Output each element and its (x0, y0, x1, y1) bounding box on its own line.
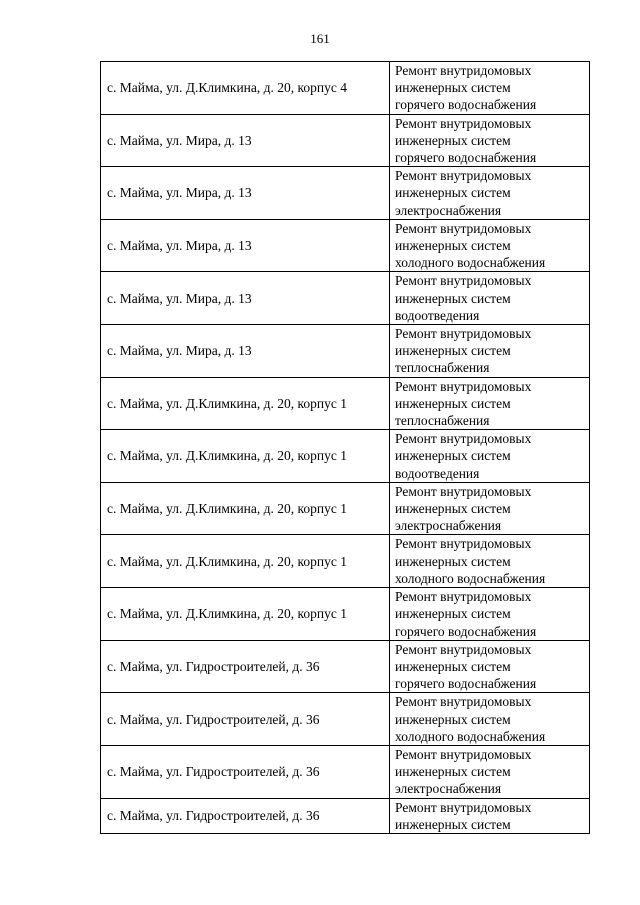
address-cell: с. Майма, ул. Гидростроителей, д. 36 (101, 693, 390, 746)
work-type-line: Ремонт внутридомовых (395, 746, 532, 762)
work-type-line: электроснабжения (395, 518, 502, 534)
work-type-line: инженерных систем (395, 553, 511, 569)
work-type-line: инженерных систем (395, 606, 511, 622)
work-type-line: инженерных систем (395, 132, 511, 148)
work-type-line: холодного водоснабжения (395, 728, 546, 744)
work-type-cell (390, 430, 590, 483)
work-type-line: горячего водоснабжения (395, 623, 537, 639)
work-type-line: теплоснабжения (395, 360, 490, 376)
work-type-line: Ремонт внутридомовых (395, 115, 532, 131)
work-type-line: холодного водоснабжения (395, 570, 546, 586)
work-type-cell (390, 798, 590, 833)
address-cell: с. Майма, ул. Мира, д. 13 (101, 219, 390, 272)
work-type-line: Ремонт внутридомовых (395, 483, 532, 499)
table-row (101, 219, 590, 272)
table-row (101, 588, 590, 641)
work-type-cell (390, 219, 590, 272)
work-type-line: горячего водоснабжения (395, 150, 537, 166)
work-type-cell (390, 325, 590, 378)
work-type-cell (390, 482, 590, 535)
work-type-line: Ремонт внутридомовых (395, 799, 532, 815)
repair-works-table (100, 61, 590, 834)
address-cell: с. Майма, ул. Д.Климкина, д. 20, корпус 1 (101, 482, 390, 535)
work-type-line: инженерных систем (395, 290, 511, 306)
table-row (101, 693, 590, 746)
work-type-line: Ремонт внутридомовых (395, 694, 532, 710)
table-row (101, 325, 590, 378)
work-type-cell (390, 745, 590, 798)
table-row (101, 745, 590, 798)
work-type-line: Ремонт внутридомовых (395, 536, 532, 552)
address-cell: с. Майма, ул. Гидростроителей, д. 36 (101, 640, 390, 693)
address-cell: с. Майма, ул. Мира, д. 13 (101, 272, 390, 325)
work-type-line: Ремонт внутридомовых (395, 273, 532, 289)
work-type-cell (390, 588, 590, 641)
address-cell: с. Майма, ул. Мира, д. 13 (101, 167, 390, 220)
address-cell: с. Майма, ул. Д.Климкина, д. 20, корпус 1 (101, 430, 390, 483)
work-type-cell (390, 693, 590, 746)
table-row (101, 114, 590, 167)
address-cell: с. Майма, ул. Мира, д. 13 (101, 114, 390, 167)
work-type-line: Ремонт внутридомовых (395, 378, 532, 394)
work-type-line: электроснабжения (395, 781, 502, 797)
work-type-line: электроснабжения (395, 202, 502, 218)
address-cell: с. Майма, ул. Д.Климкина, д. 20, корпус 1 (101, 535, 390, 588)
work-type-line: Ремонт внутридомовых (395, 431, 532, 447)
page-number: 161 (310, 31, 330, 46)
work-type-line: теплоснабжения (395, 413, 490, 429)
work-type-line: инженерных систем (395, 185, 511, 201)
work-type-line: инженерных систем (395, 764, 511, 780)
work-type-line: инженерных систем (395, 448, 511, 464)
work-type-line: водоотведения (395, 465, 480, 481)
work-type-line: Ремонт внутридомовых (395, 220, 532, 236)
table-row (101, 535, 590, 588)
work-type-line: инженерных систем (395, 816, 511, 832)
work-type-line: водоотведения (395, 307, 480, 323)
table-row (101, 482, 590, 535)
table-row (101, 640, 590, 693)
work-type-line: Ремонт внутридомовых (395, 63, 532, 78)
work-type-cell (390, 640, 590, 693)
table-row (101, 272, 590, 325)
work-type-line: инженерных систем (395, 501, 511, 517)
work-type-line: Ремонт внутридомовых (395, 589, 532, 605)
table-row (101, 377, 590, 430)
work-type-line: Ремонт внутридомовых (395, 326, 532, 342)
work-type-line: Ремонт внутридомовых (395, 641, 532, 657)
work-type-line: инженерных систем (395, 395, 511, 411)
work-type-line: холодного водоснабжения (395, 255, 546, 271)
work-type-line: горячего водоснабжения (395, 676, 537, 692)
work-type-line: инженерных систем (395, 658, 511, 674)
address-cell: с. Майма, ул. Мира, д. 13 (101, 325, 390, 378)
table-row (101, 167, 590, 220)
work-type-line: инженерных систем (395, 238, 511, 254)
work-type-line: горячего водоснабжения (395, 97, 537, 113)
table-row (101, 430, 590, 483)
table-row (101, 62, 590, 115)
work-type-cell (390, 114, 590, 167)
address-cell: с. Майма, ул. Гидростроителей, д. 36 (101, 745, 390, 798)
table-body (101, 62, 590, 834)
address-cell: с. Майма, ул. Д.Климкина, д. 20, корпус 4 (101, 62, 390, 115)
work-type-line: инженерных систем (395, 80, 511, 96)
address-cell: с. Майма, ул. Гидростроителей, д. 36 (101, 798, 390, 833)
table-row (101, 798, 590, 833)
work-type-line: инженерных систем (395, 343, 511, 359)
work-type-line: Ремонт внутридомовых (395, 168, 532, 184)
address-cell: с. Майма, ул. Д.Климкина, д. 20, корпус 1 (101, 377, 390, 430)
work-type-line: инженерных систем (395, 711, 511, 727)
work-type-cell (390, 62, 590, 115)
work-type-cell (390, 535, 590, 588)
work-type-cell (390, 272, 590, 325)
address-cell: с. Майма, ул. Д.Климкина, д. 20, корпус 1 (101, 588, 390, 641)
work-type-cell (390, 167, 590, 220)
work-type-cell (390, 377, 590, 430)
